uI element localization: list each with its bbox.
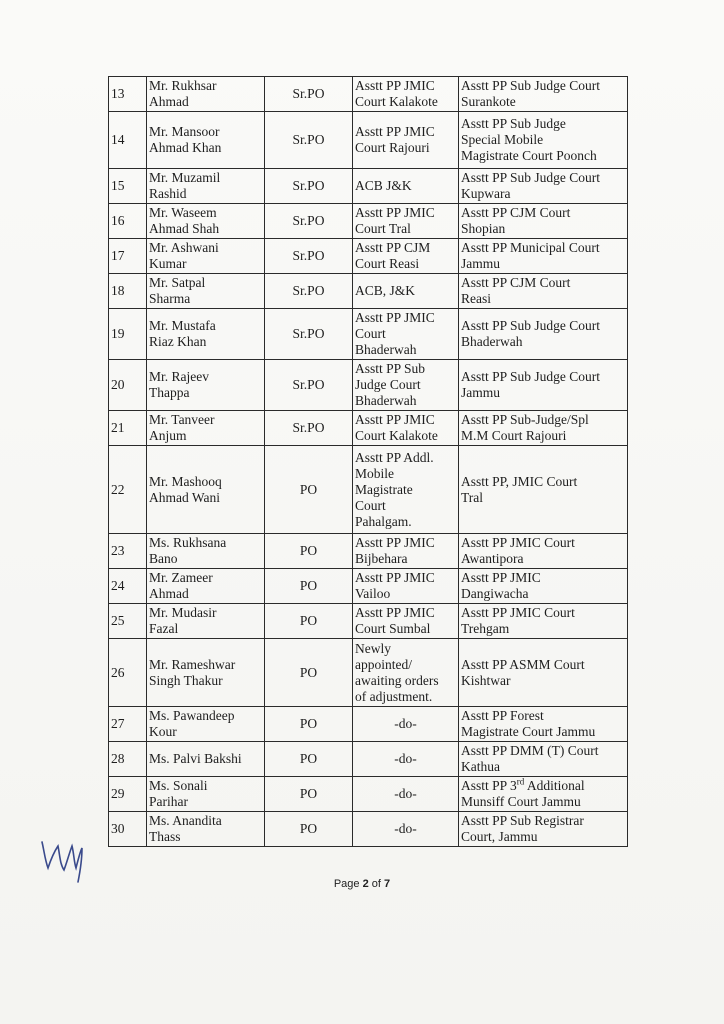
new-posting-cell-line: Reasi — [461, 291, 491, 306]
new-posting-cell-line: Asstt PP Municipal Court — [461, 240, 600, 255]
table-row — [109, 446, 628, 534]
transfer-posting-table — [108, 76, 628, 847]
officer-name-cell — [147, 446, 265, 534]
new-posting-cell — [459, 604, 628, 639]
officer-name-cell — [147, 534, 265, 569]
serial-number-cell: 17 — [109, 239, 147, 274]
designation-cell: Sr.PO — [265, 239, 353, 274]
officer-name-cell — [147, 569, 265, 604]
new-posting-cell — [459, 569, 628, 604]
officer-name-cell-line: Mr. Mustafa — [149, 318, 216, 333]
officer-name-cell-line: Mr. Mashooq — [149, 473, 222, 489]
serial-number-cell: 28 — [109, 742, 147, 777]
officer-name-cell-line: Ms. Palvi Bakshi — [149, 751, 242, 766]
new-posting-cell-line: Asstt PP JMIC Court — [461, 535, 575, 550]
designation-cell: PO — [265, 446, 353, 534]
officer-name-cell-line: Bano — [149, 551, 178, 566]
officer-name-cell-line: Mr. Rajeev — [149, 369, 209, 384]
officer-name-cell — [147, 169, 265, 204]
new-posting-cell-line: Bhaderwah — [461, 334, 523, 349]
new-posting-cell-line: Kupwara — [461, 186, 511, 201]
table-row — [109, 309, 628, 360]
officer-name-cell — [147, 639, 265, 707]
officer-name-cell-line: Thappa — [149, 385, 190, 400]
officer-name-cell-line: Ms. Sonali — [149, 778, 208, 793]
officer-name-cell-line: Mr. Mudasir — [149, 605, 217, 620]
present-posting-cell-line: Asstt PP JMIC — [355, 570, 435, 585]
table-row — [109, 112, 628, 169]
present-posting-cell-line: ACB, J&K — [355, 283, 416, 298]
present-posting-cell-line: Vailoo — [355, 586, 391, 601]
present-posting-cell — [353, 639, 459, 707]
table-row — [109, 274, 628, 309]
present-posting-cell-line: Court Kalakote — [355, 428, 438, 443]
table-row — [109, 169, 628, 204]
officer-name-cell-line: Riaz Khan — [149, 334, 207, 349]
designation-cell: Sr.PO — [265, 169, 353, 204]
present-posting-cell-line: Pahalgam. — [355, 513, 412, 529]
new-posting-cell-line: Trehgam — [461, 621, 510, 636]
designation-cell: PO — [265, 569, 353, 604]
officer-name-cell-line: Mr. Muzamil — [149, 170, 221, 185]
table-row — [109, 742, 628, 777]
new-posting-cell-line: Asstt PP CJM Court — [461, 205, 571, 220]
officer-name-cell-line: Ahmad — [149, 94, 189, 109]
serial-number-cell: 27 — [109, 707, 147, 742]
new-posting-cell — [459, 812, 628, 847]
new-posting-cell-line: Asstt PP CJM Court — [461, 275, 571, 290]
new-posting-cell — [459, 274, 628, 309]
new-posting-cell-line: Asstt PP Forest — [461, 708, 544, 723]
designation-cell: Sr.PO — [265, 411, 353, 446]
new-posting-cell-line: Court, Jammu — [461, 829, 538, 844]
present-posting-cell-line: Asstt PP JMIC — [355, 124, 435, 139]
designation-cell: PO — [265, 639, 353, 707]
present-posting-cell-line: Court Kalakote — [355, 94, 438, 109]
officer-name-cell — [147, 112, 265, 169]
present-posting-cell-line: Bhaderwah — [355, 393, 417, 408]
page-current: 2 — [362, 878, 369, 890]
serial-number-cell: 21 — [109, 411, 147, 446]
table-body — [109, 77, 628, 847]
officer-name-cell-line: Kumar — [149, 256, 187, 271]
present-posting-cell — [353, 239, 459, 274]
present-posting-cell-line: Asstt PP JMIC — [355, 205, 435, 220]
serial-number-cell: 19 — [109, 309, 147, 360]
designation-cell: Sr.PO — [265, 309, 353, 360]
table-row — [109, 777, 628, 812]
serial-number-cell: 14 — [109, 112, 147, 169]
present-posting-cell — [353, 446, 459, 534]
present-posting-cell-line: Court — [355, 326, 386, 341]
officer-name-cell-line: Singh Thakur — [149, 672, 223, 688]
present-posting-cell-line: Asstt PP JMIC — [355, 605, 435, 620]
new-posting-cell-line: Asstt PP JMIC — [461, 570, 541, 585]
officer-name-cell-line: Parihar — [149, 794, 188, 809]
present-posting-cell-line: awaiting orders — [355, 672, 439, 688]
serial-number-cell: 26 — [109, 639, 147, 707]
officer-name-cell-line: Mr. Satpal — [149, 275, 206, 290]
new-posting-cell-line: Shopian — [461, 221, 506, 236]
serial-number-cell: 22 — [109, 446, 147, 534]
officer-name-cell-line: Mr. Rukhsar — [149, 78, 217, 93]
serial-number-cell: 13 — [109, 77, 147, 112]
footer-prefix: Page — [333, 878, 363, 890]
table-row — [109, 204, 628, 239]
present-posting-cell — [353, 569, 459, 604]
present-posting-cell-line: Asstt PP JMIC — [355, 535, 435, 550]
present-posting-cell — [353, 77, 459, 112]
present-posting-cell — [353, 204, 459, 239]
new-posting-cell-line: Asstt PP ASMM Court — [461, 656, 585, 672]
present-posting-cell-line: Newly — [355, 640, 391, 656]
designation-cell: Sr.PO — [265, 204, 353, 239]
officer-name-cell-line: Sharma — [149, 291, 191, 306]
officer-name-cell — [147, 309, 265, 360]
officer-name-cell — [147, 204, 265, 239]
officer-name-cell-line: Kour — [149, 724, 177, 739]
officer-name-cell-line: Mr. Tanveer — [149, 412, 215, 427]
present-posting-cell — [353, 309, 459, 360]
new-posting-cell-line: Asstt PP Sub Registrar — [461, 813, 584, 828]
present-posting-cell-line: Bijbehara — [355, 551, 408, 566]
present-posting-cell-line: Asstt PP JMIC — [355, 412, 435, 427]
new-posting-cell — [459, 742, 628, 777]
officer-name-cell — [147, 360, 265, 411]
new-posting-cell-line: Surankote — [461, 94, 516, 109]
present-posting-cell-line: Mobile — [355, 465, 394, 481]
present-posting-cell — [353, 534, 459, 569]
present-posting-cell-line: -do- — [394, 786, 417, 801]
serial-number-cell: 16 — [109, 204, 147, 239]
present-posting-cell — [353, 360, 459, 411]
officer-name-cell-line: Mr. Rameshwar — [149, 656, 236, 672]
officer-name-cell-line: Ms. Pawandeep — [149, 708, 235, 723]
table-row — [109, 812, 628, 847]
new-posting-cell-line: Awantipora — [461, 551, 524, 566]
table-row — [109, 569, 628, 604]
present-posting-cell-line: Bhaderwah — [355, 342, 417, 357]
new-posting-cell — [459, 169, 628, 204]
new-posting-cell — [459, 639, 628, 707]
new-posting-cell — [459, 777, 628, 812]
present-posting-cell-line: Court Rajouri — [355, 140, 430, 155]
present-posting-cell-line: Asstt PP Addl. — [355, 449, 434, 465]
designation-cell: PO — [265, 707, 353, 742]
table-row — [109, 411, 628, 446]
new-posting-cell — [459, 534, 628, 569]
officer-name-cell-line: Mr. Mansoor — [149, 124, 220, 139]
new-posting-cell-line: Magistrate Court Poonch — [461, 148, 597, 163]
officer-name-cell — [147, 411, 265, 446]
serial-number-cell: 18 — [109, 274, 147, 309]
designation-cell: PO — [265, 777, 353, 812]
designation-cell: PO — [265, 742, 353, 777]
present-posting-cell-line: Court Reasi — [355, 256, 420, 271]
page-total: 7 — [384, 878, 391, 890]
new-posting-cell-line: Asstt PP, JMIC Court — [461, 473, 578, 489]
present-posting-cell-line: ACB J&K — [355, 178, 412, 193]
present-posting-cell — [353, 274, 459, 309]
table-row — [109, 360, 628, 411]
new-posting-cell-line: Jammu — [461, 385, 500, 400]
new-posting-cell-line: Jammu — [461, 256, 500, 271]
new-posting-cell — [459, 411, 628, 446]
new-posting-cell-line: Kishtwar — [461, 672, 511, 688]
new-posting-cell-line: Asstt PP JMIC Court — [461, 605, 575, 620]
designation-cell: Sr.PO — [265, 112, 353, 169]
officer-name-cell-line: Anjum — [149, 428, 187, 443]
new-posting-cell-line: Kathua — [461, 759, 500, 774]
new-posting-cell-line: Asstt PP 3rd Additional — [461, 776, 585, 793]
officer-name-cell-line: Ahmad — [149, 586, 189, 601]
present-posting-cell-line: Court Sumbal — [355, 621, 431, 636]
table-row — [109, 239, 628, 274]
present-posting-cell-line: Asstt PP CJM — [355, 240, 431, 255]
new-posting-cell — [459, 239, 628, 274]
table-row — [109, 604, 628, 639]
serial-number-cell: 23 — [109, 534, 147, 569]
present-posting-cell-line: Asstt PP JMIC — [355, 310, 435, 325]
officer-name-cell-line: Fazal — [149, 621, 179, 636]
new-posting-cell-line: Asstt PP Sub Judge Court — [461, 318, 601, 333]
officer-name-cell-line: Ms. Rukhsana — [149, 535, 227, 550]
present-posting-cell-line: Court — [355, 497, 386, 513]
officer-name-cell-line: Ahmad Wani — [149, 489, 221, 505]
serial-number-cell: 24 — [109, 569, 147, 604]
table-row — [109, 707, 628, 742]
officer-name-cell-line: Rashid — [149, 186, 187, 201]
officer-name-cell — [147, 604, 265, 639]
officer-name-cell — [147, 812, 265, 847]
new-posting-cell-line: Asstt PP Sub Judge Court — [461, 369, 601, 384]
new-posting-cell — [459, 446, 628, 534]
serial-number-cell: 29 — [109, 777, 147, 812]
designation-cell: Sr.PO — [265, 77, 353, 112]
present-posting-cell-line: Asstt PP JMIC — [355, 78, 435, 93]
officer-name-cell — [147, 742, 265, 777]
new-posting-cell-line: Magistrate Court Jammu — [461, 724, 596, 739]
new-posting-cell-line: Asstt PP Sub Judge — [461, 116, 566, 131]
officer-name-cell-line: Ahmad Shah — [149, 221, 220, 236]
new-posting-cell-line: M.M Court Rajouri — [461, 428, 567, 443]
table-row — [109, 77, 628, 112]
present-posting-cell — [353, 777, 459, 812]
new-posting-cell — [459, 309, 628, 360]
officer-name-cell — [147, 274, 265, 309]
new-posting-cell-line: Dangiwacha — [461, 586, 529, 601]
new-posting-cell-line: Asstt PP Sub-Judge/Spl — [461, 412, 589, 427]
new-posting-cell-line: Asstt PP Sub Judge Court — [461, 170, 601, 185]
new-posting-cell — [459, 112, 628, 169]
new-posting-cell — [459, 77, 628, 112]
new-posting-cell — [459, 360, 628, 411]
new-posting-cell-line: Asstt PP DMM (T) Court — [461, 743, 599, 758]
present-posting-cell — [353, 112, 459, 169]
new-posting-cell-line: Munsiff Court Jammu — [461, 794, 581, 809]
officer-name-cell-line: Ms. Anandita — [149, 813, 222, 828]
present-posting-cell-line: appointed/ — [355, 656, 412, 672]
designation-cell: Sr.PO — [265, 274, 353, 309]
present-posting-cell-line: Asstt PP Sub — [355, 361, 426, 376]
present-posting-cell-line: of adjustment. — [355, 688, 433, 704]
present-posting-cell — [353, 707, 459, 742]
designation-cell: PO — [265, 604, 353, 639]
officer-name-cell — [147, 707, 265, 742]
serial-number-cell: 15 — [109, 169, 147, 204]
officer-name-cell-line: Mr. Zameer — [149, 570, 213, 585]
officer-name-cell — [147, 777, 265, 812]
present-posting-cell — [353, 169, 459, 204]
table-row — [109, 639, 628, 707]
officer-name-cell-line: Ahmad Khan — [149, 140, 222, 155]
designation-cell: Sr.PO — [265, 360, 353, 411]
new-posting-cell-line: Special Mobile — [461, 132, 544, 147]
officer-name-cell — [147, 239, 265, 274]
designation-cell: PO — [265, 812, 353, 847]
serial-number-cell: 25 — [109, 604, 147, 639]
officer-name-cell — [147, 77, 265, 112]
new-posting-cell-line: Asstt PP Sub Judge Court — [461, 78, 601, 93]
present-posting-cell-line: Judge Court — [355, 377, 421, 392]
present-posting-cell-line: Court Tral — [355, 221, 411, 236]
present-posting-cell — [353, 604, 459, 639]
present-posting-cell — [353, 812, 459, 847]
present-posting-cell-line: Magistrate — [355, 481, 413, 497]
table-row — [109, 534, 628, 569]
new-posting-cell — [459, 204, 628, 239]
new-posting-cell-line: Tral — [461, 489, 484, 505]
serial-number-cell: 20 — [109, 360, 147, 411]
present-posting-cell-line: -do- — [394, 716, 417, 731]
present-posting-cell-line: -do- — [394, 821, 417, 836]
designation-cell: PO — [265, 534, 353, 569]
present-posting-cell — [353, 411, 459, 446]
present-posting-cell — [353, 742, 459, 777]
present-posting-cell-line: -do- — [394, 751, 417, 766]
footer-of: of — [368, 878, 385, 890]
serial-number-cell: 30 — [109, 812, 147, 847]
new-posting-cell — [459, 707, 628, 742]
officer-name-cell-line: Mr. Ashwani — [149, 240, 219, 255]
page-footer — [0, 878, 724, 890]
officer-name-cell-line: Mr. Waseem — [149, 205, 217, 220]
officer-name-cell-line: Thass — [149, 829, 181, 844]
